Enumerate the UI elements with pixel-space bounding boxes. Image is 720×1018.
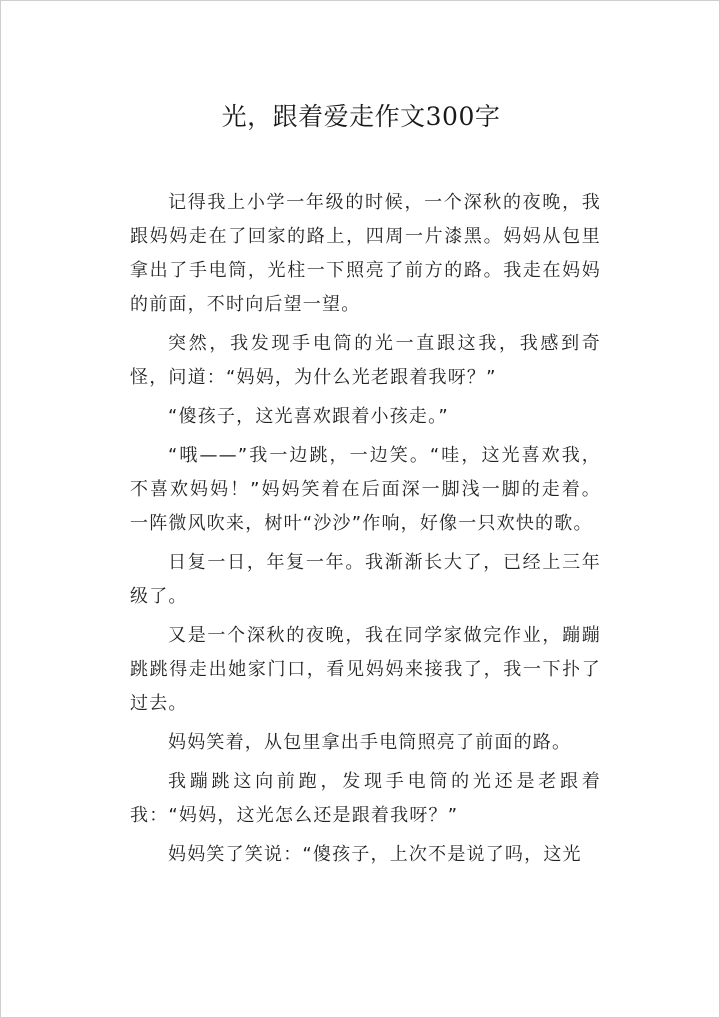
paragraph: 记得我上小学一年级的时候，一个深秋的夜晚，我跟妈妈走在了回家的路上，四周一片漆黑。妈妈从包里拿出了手电筒，光柱一下照亮了前方的路。我走在妈妈的前面，不时向后望一望。 xyxy=(130,192,601,315)
paragraph: 突然，我发现手电筒的光一直跟这我，我感到奇怪，问道：“妈妈，为什么光老跟着我呀？” xyxy=(130,333,601,388)
paragraph: “哦——”我一边跳，一边笑。“哇，这光喜欢我，不喜欢妈妈！”妈妈笑着在后面深一脚浅一脚的走着。一阵微风吹来，树叶“沙沙”作响，好像一只欢快的歌。 xyxy=(130,445,601,534)
paragraph: 又是一个深秋的夜晚，我在同学家做完作业，蹦蹦跳跳得走出她家门口，看见妈妈来接我了，我一下扑了过去。 xyxy=(130,625,601,714)
paragraph: 日复一日，年复一年。我渐渐长大了，已经上三年级了。 xyxy=(130,552,601,607)
paragraph: “傻孩子，这光喜欢跟着小孩走。” xyxy=(168,406,449,427)
document-title: 光，跟着爱走作文300字 xyxy=(221,102,501,131)
paragraph: 妈妈笑着，从包里拿出手电筒照亮了前面的路。 xyxy=(168,732,572,753)
paragraph: 妈妈笑了笑说：“傻孩子，上次不是说了吗，这光 xyxy=(168,844,582,865)
paragraph: 我蹦跳这向前跑，发现手电筒的光还是老跟着我：“妈妈，这光怎么还是跟着我呀？” xyxy=(130,771,601,826)
document-body xyxy=(130,186,601,877)
